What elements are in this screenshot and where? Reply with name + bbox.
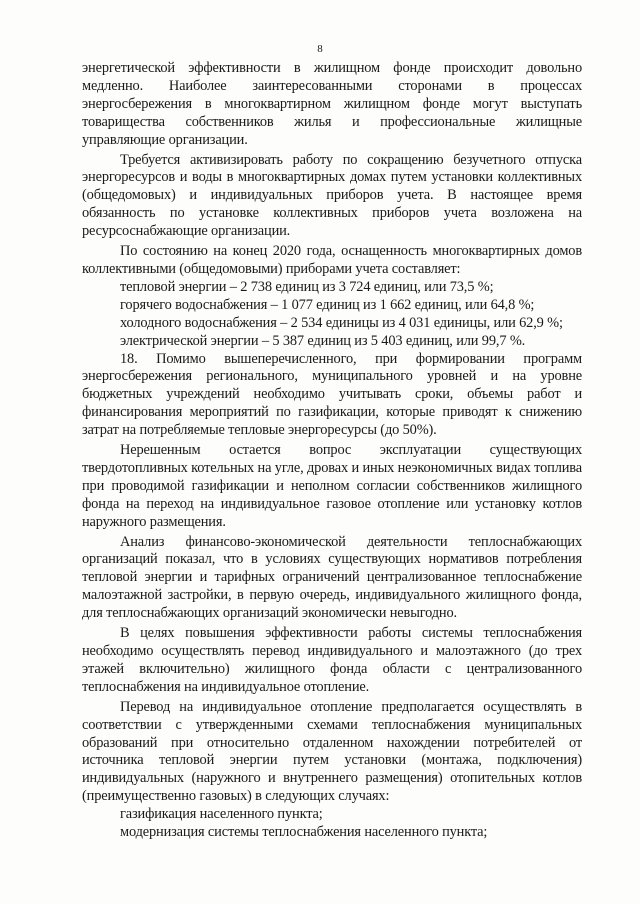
list-item-modernization: модернизация системы теплоснабжения населенного пункта;	[120, 824, 488, 841]
paragraph-efficiency-goals: В целях повышения эффективности работы системы теплоснабжения необходимо осуществлять перевод индивидуального и малоэтажного (до трех этажей включительно) жилищного фонда области с централизованного теплоснабжения на индивидуальное отопление.	[82, 625, 582, 695]
paragraph-continuation: энергетической эффективности в жилищном фонде происходит довольно медленно. Наиболее заинтересованными сторонами в процессах энергосбережения в многоквартирном жилищном фонде могут выступать товарищества собственников жилья и профессиональные жилищные управляющие организации.	[82, 60, 582, 148]
list-item-hot-water: горячего водоснабжения – 1 077 единиц из 1 662 единиц, или 64,8 %;	[120, 296, 535, 313]
paragraph-item-18: 18. Помимо вышеперечисленного, при формировании программ энергосбережения регионального, муниципального уровней и на уровне бюджетных учреждений необходимо учитывать сроки, объемы работ и финансирования мероприятий по газификации, которые приводят к снижению затрат на потребляемые тепловые энергоресурсы (до 50%).	[82, 350, 582, 439]
paragraph-financial-analysis: Анализ финансово-экономической деятельности теплоснабжающих организаций показал, что в условиях существующих нормативов потребления тепловой энергии и тарифных ограничений централизованное теплоснабжение малоэтажной застройки, в первую очередь, индивидуального жилищного фонда, для теплоснабжающих организаций экономически невыгодно.	[82, 533, 582, 622]
paragraph-status-2020: По состоянию на конец 2020 года, оснащенность многоквартирных домов коллективными (общедомовыми) приборами учета составляет:	[82, 243, 582, 277]
page-number: 8	[317, 43, 323, 55]
list-item-heat-energy: тепловой энергии – 2 738 единиц из 3 724 единиц, или 73,5 %;	[120, 278, 494, 295]
document-body	[82, 60, 582, 842]
paragraph-unresolved-boilers: Нерешенным остается вопрос эксплуатации существующих твердотопливных котельных на угле, дровах и иных неэкономичных видах топлива при проводимой газификации и неполном согласии собственников жилищного фонда на переход на индивидуальное газовое отопление или установку котлов наружного размещения.	[82, 442, 582, 530]
paragraph-individual-heating: Перевод на индивидуальное отопление предполагается осуществлять в соответствии с утвержденными схемами теплоснабжения муниципальных образований при относительно отдаленном нахождении потребителей от источника тепловой энергии путем установки (монтажа, подключения) индивидуальных (наружного и внутреннего размещения) отопительных котлов (преимущественно газовых) в следующих случаях:	[82, 698, 582, 805]
list-item-gasification: газификация населенного пункта;	[120, 806, 323, 823]
paragraph-metering: Требуется активизировать работу по сокращению безучетного отпуска энергоресурсов и воды в многоквартирных домах путем установки коллективных (общедомовых) и индивидуальных приборов учета. В настоящее время обязанность по установке коллективных приборов учета возложена на ресурсоснабжающие организации.	[82, 151, 582, 240]
list-item-electric-energy: электрической энергии – 5 387 единиц из 5 403 единиц, или 99,7 %.	[120, 332, 526, 349]
list-item-cold-water: холодного водоснабжения – 2 534 единицы из 4 031 единицы, или 62,9 %;	[120, 314, 563, 331]
